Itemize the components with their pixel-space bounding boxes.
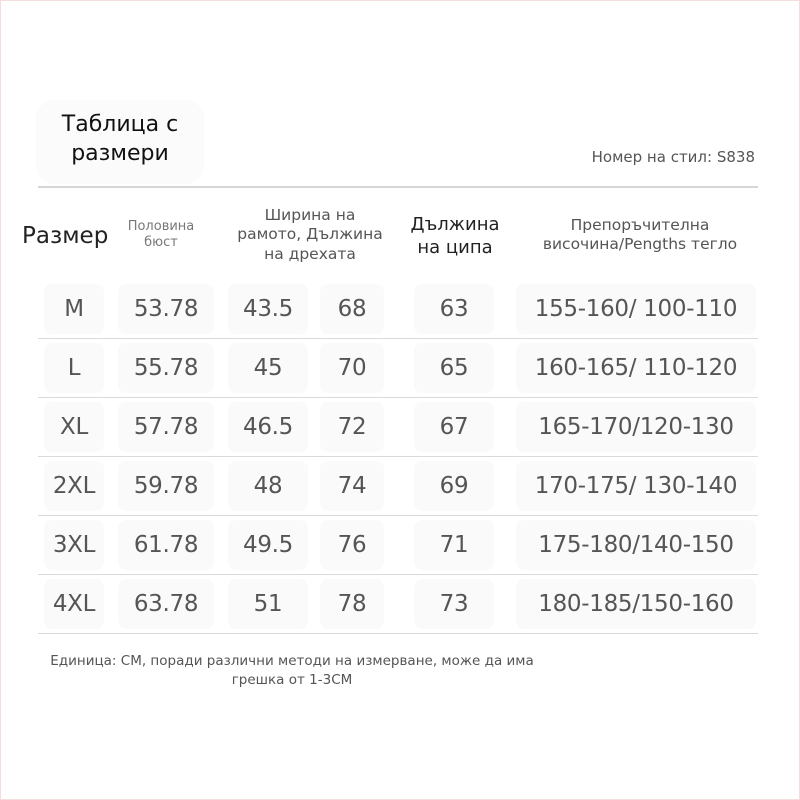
pants-cell: 67 [414, 402, 494, 452]
pants-cell: 71 [414, 520, 494, 570]
shoulder-cell: 49.5 [228, 520, 308, 570]
pants-cell: 73 [414, 579, 494, 629]
table-row [38, 339, 758, 398]
table-row [38, 398, 758, 457]
recommended-cell: 165-170/120-130 [516, 402, 756, 452]
table-row [38, 575, 758, 634]
page-title: Таблица с размери [61, 112, 179, 166]
shoulder-cell: 43.5 [228, 284, 308, 334]
column-header-recommended: Препоръчителна височина/Pengths тегло [542, 216, 738, 254]
table-row [38, 280, 758, 339]
size-table [38, 280, 758, 634]
pants-cell: 65 [414, 343, 494, 393]
length-cell: 76 [320, 520, 384, 570]
pants-cell: 63 [414, 284, 494, 334]
size-cell: 4XL [44, 579, 104, 629]
recommended-cell: 180-185/150-160 [516, 579, 756, 629]
bust-cell: 59.78 [118, 461, 214, 511]
shoulder-cell: 51 [228, 579, 308, 629]
column-header-pants-length: Дължина на ципа [410, 214, 500, 258]
length-cell: 72 [320, 402, 384, 452]
column-header-half-bust: Половина бюст [127, 219, 195, 251]
bust-cell: 53.78 [118, 284, 214, 334]
length-cell: 70 [320, 343, 384, 393]
pants-cell: 69 [414, 461, 494, 511]
length-cell: 78 [320, 579, 384, 629]
bust-cell: 55.78 [118, 343, 214, 393]
header-divider [38, 186, 758, 188]
shoulder-cell: 45 [228, 343, 308, 393]
size-cell: L [44, 343, 104, 393]
size-cell: XL [44, 402, 104, 452]
bust-cell: 61.78 [118, 520, 214, 570]
column-header-shoulder-length: Ширина на рамото, Дължина на дрехата [237, 206, 383, 263]
shoulder-cell: 48 [228, 461, 308, 511]
table-row [38, 457, 758, 516]
recommended-cell: 175-180/140-150 [516, 520, 756, 570]
bust-cell: 63.78 [118, 579, 214, 629]
recommended-cell: 160-165/ 110-120 [516, 343, 756, 393]
size-cell: M [44, 284, 104, 334]
recommended-cell: 155-160/ 100-110 [516, 284, 756, 334]
size-cell: 3XL [44, 520, 104, 570]
measurement-note: Единица: CM, поради различни методи на измерване, може да има грешка от 1-3CM [50, 653, 534, 688]
length-cell: 68 [320, 284, 384, 334]
shoulder-cell: 46.5 [228, 402, 308, 452]
bust-cell: 57.78 [118, 402, 214, 452]
table-row [38, 516, 758, 575]
recommended-cell: 170-175/ 130-140 [516, 461, 756, 511]
style-number: Номер на стил: S838 [591, 148, 755, 166]
size-cell: 2XL [44, 461, 104, 511]
column-header-size: Размер [22, 223, 109, 249]
length-cell: 74 [320, 461, 384, 511]
